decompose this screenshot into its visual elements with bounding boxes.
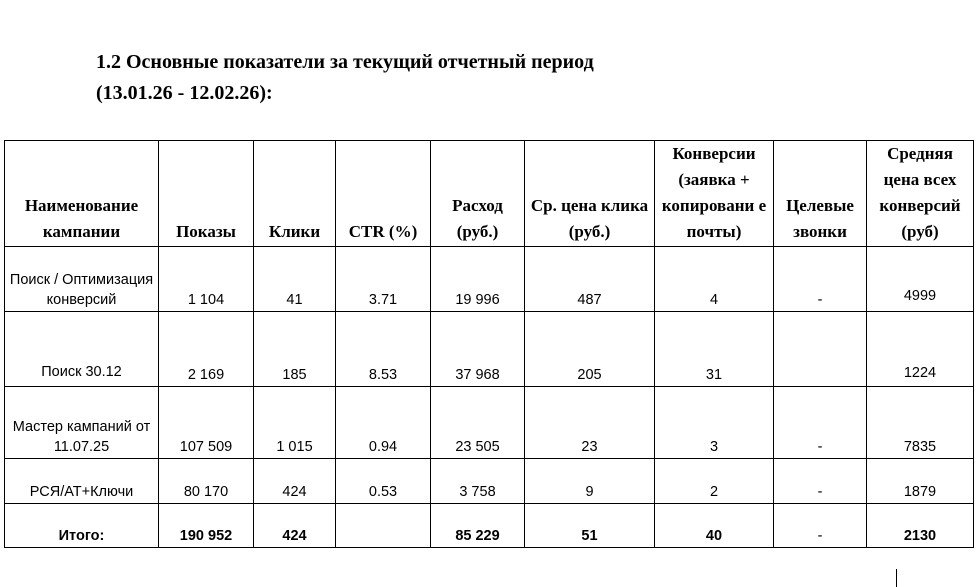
- table-header-row: [5, 141, 974, 247]
- table-total-row: [5, 504, 974, 548]
- text-cursor: [896, 569, 897, 587]
- table-row: [5, 387, 974, 459]
- column-header-clicks: Клики: [254, 141, 336, 247]
- cell-avg-conversion-cost: 1224: [867, 312, 974, 387]
- total-conversions: 40: [655, 504, 774, 548]
- cell-spend: 3 758: [431, 459, 525, 504]
- cell-cpc: 23: [525, 387, 655, 459]
- cell-campaign-name: Мастер кампаний от 11.07.25: [5, 387, 159, 459]
- cell-ctr: 8.53: [336, 312, 431, 387]
- cell-spend: 23 505: [431, 387, 525, 459]
- cell-campaign-name: Поиск 30.12: [5, 312, 159, 387]
- cell-calls: [774, 312, 867, 387]
- section-heading-line-2: (13.01.26 - 12.02.26):: [96, 82, 273, 104]
- total-label: Итого:: [5, 504, 159, 548]
- column-header-avg-conversion-cost: Средняя цена всех конверсий (руб): [867, 141, 974, 247]
- total-cpc: 51: [525, 504, 655, 548]
- cell-clicks: 424: [254, 459, 336, 504]
- total-ctr: [336, 504, 431, 548]
- total-avg-conversion-cost: 2130: [867, 504, 974, 548]
- total-clicks: 424: [254, 504, 336, 548]
- total-calls: -: [774, 504, 867, 548]
- column-header-calls: Целевые звонки: [774, 141, 867, 247]
- section-heading-line-1: 1.2 Основные показатели за текущий отчетный период: [96, 51, 594, 73]
- cell-campaign-name: Поиск / Оптимизация конверсий: [5, 247, 159, 312]
- cell-clicks: 41: [254, 247, 336, 312]
- cell-spend: 19 996: [431, 247, 525, 312]
- cell-conversions: 2: [655, 459, 774, 504]
- metrics-table: [4, 140, 974, 548]
- cell-conversions: 31: [655, 312, 774, 387]
- column-header-cpc: Ср. цена клика (руб.): [525, 141, 655, 247]
- total-impressions: 190 952: [159, 504, 254, 548]
- cell-ctr: 0.94: [336, 387, 431, 459]
- column-header-campaign: Наименование кампании: [5, 141, 159, 247]
- cell-conversions: 4: [655, 247, 774, 312]
- total-spend: 85 229: [431, 504, 525, 548]
- cell-cpc: 487: [525, 247, 655, 312]
- cell-calls: -: [774, 247, 867, 312]
- cell-impressions: 107 509: [159, 387, 254, 459]
- column-header-impressions: Показы: [159, 141, 254, 247]
- cell-conversions: 3: [655, 387, 774, 459]
- cell-campaign-name: РСЯ/АТ+Ключи: [5, 459, 159, 504]
- cell-cpc: 9: [525, 459, 655, 504]
- column-header-spend: Расход (руб.): [431, 141, 525, 247]
- cell-clicks: 185: [254, 312, 336, 387]
- cell-ctr: 0.53: [336, 459, 431, 504]
- table-row: [5, 459, 974, 504]
- cell-impressions: 80 170: [159, 459, 254, 504]
- cell-calls: -: [774, 387, 867, 459]
- cell-avg-conversion-cost: 7835: [867, 387, 974, 459]
- column-header-conversions: Конверсии (заявка + копировани е почты): [655, 141, 774, 247]
- cell-spend: 37 968: [431, 312, 525, 387]
- cell-avg-conversion-cost: 4999: [867, 247, 974, 312]
- section-heading: [96, 47, 594, 109]
- cell-avg-conversion-cost: 1879: [867, 459, 974, 504]
- cell-calls: -: [774, 459, 867, 504]
- cell-ctr: 3.71: [336, 247, 431, 312]
- cell-clicks: 1 015: [254, 387, 336, 459]
- cell-cpc: 205: [525, 312, 655, 387]
- cell-impressions: 1 104: [159, 247, 254, 312]
- table-row: [5, 247, 974, 312]
- table-row: [5, 312, 974, 387]
- column-header-ctr: CTR (%): [336, 141, 431, 247]
- cell-impressions: 2 169: [159, 312, 254, 387]
